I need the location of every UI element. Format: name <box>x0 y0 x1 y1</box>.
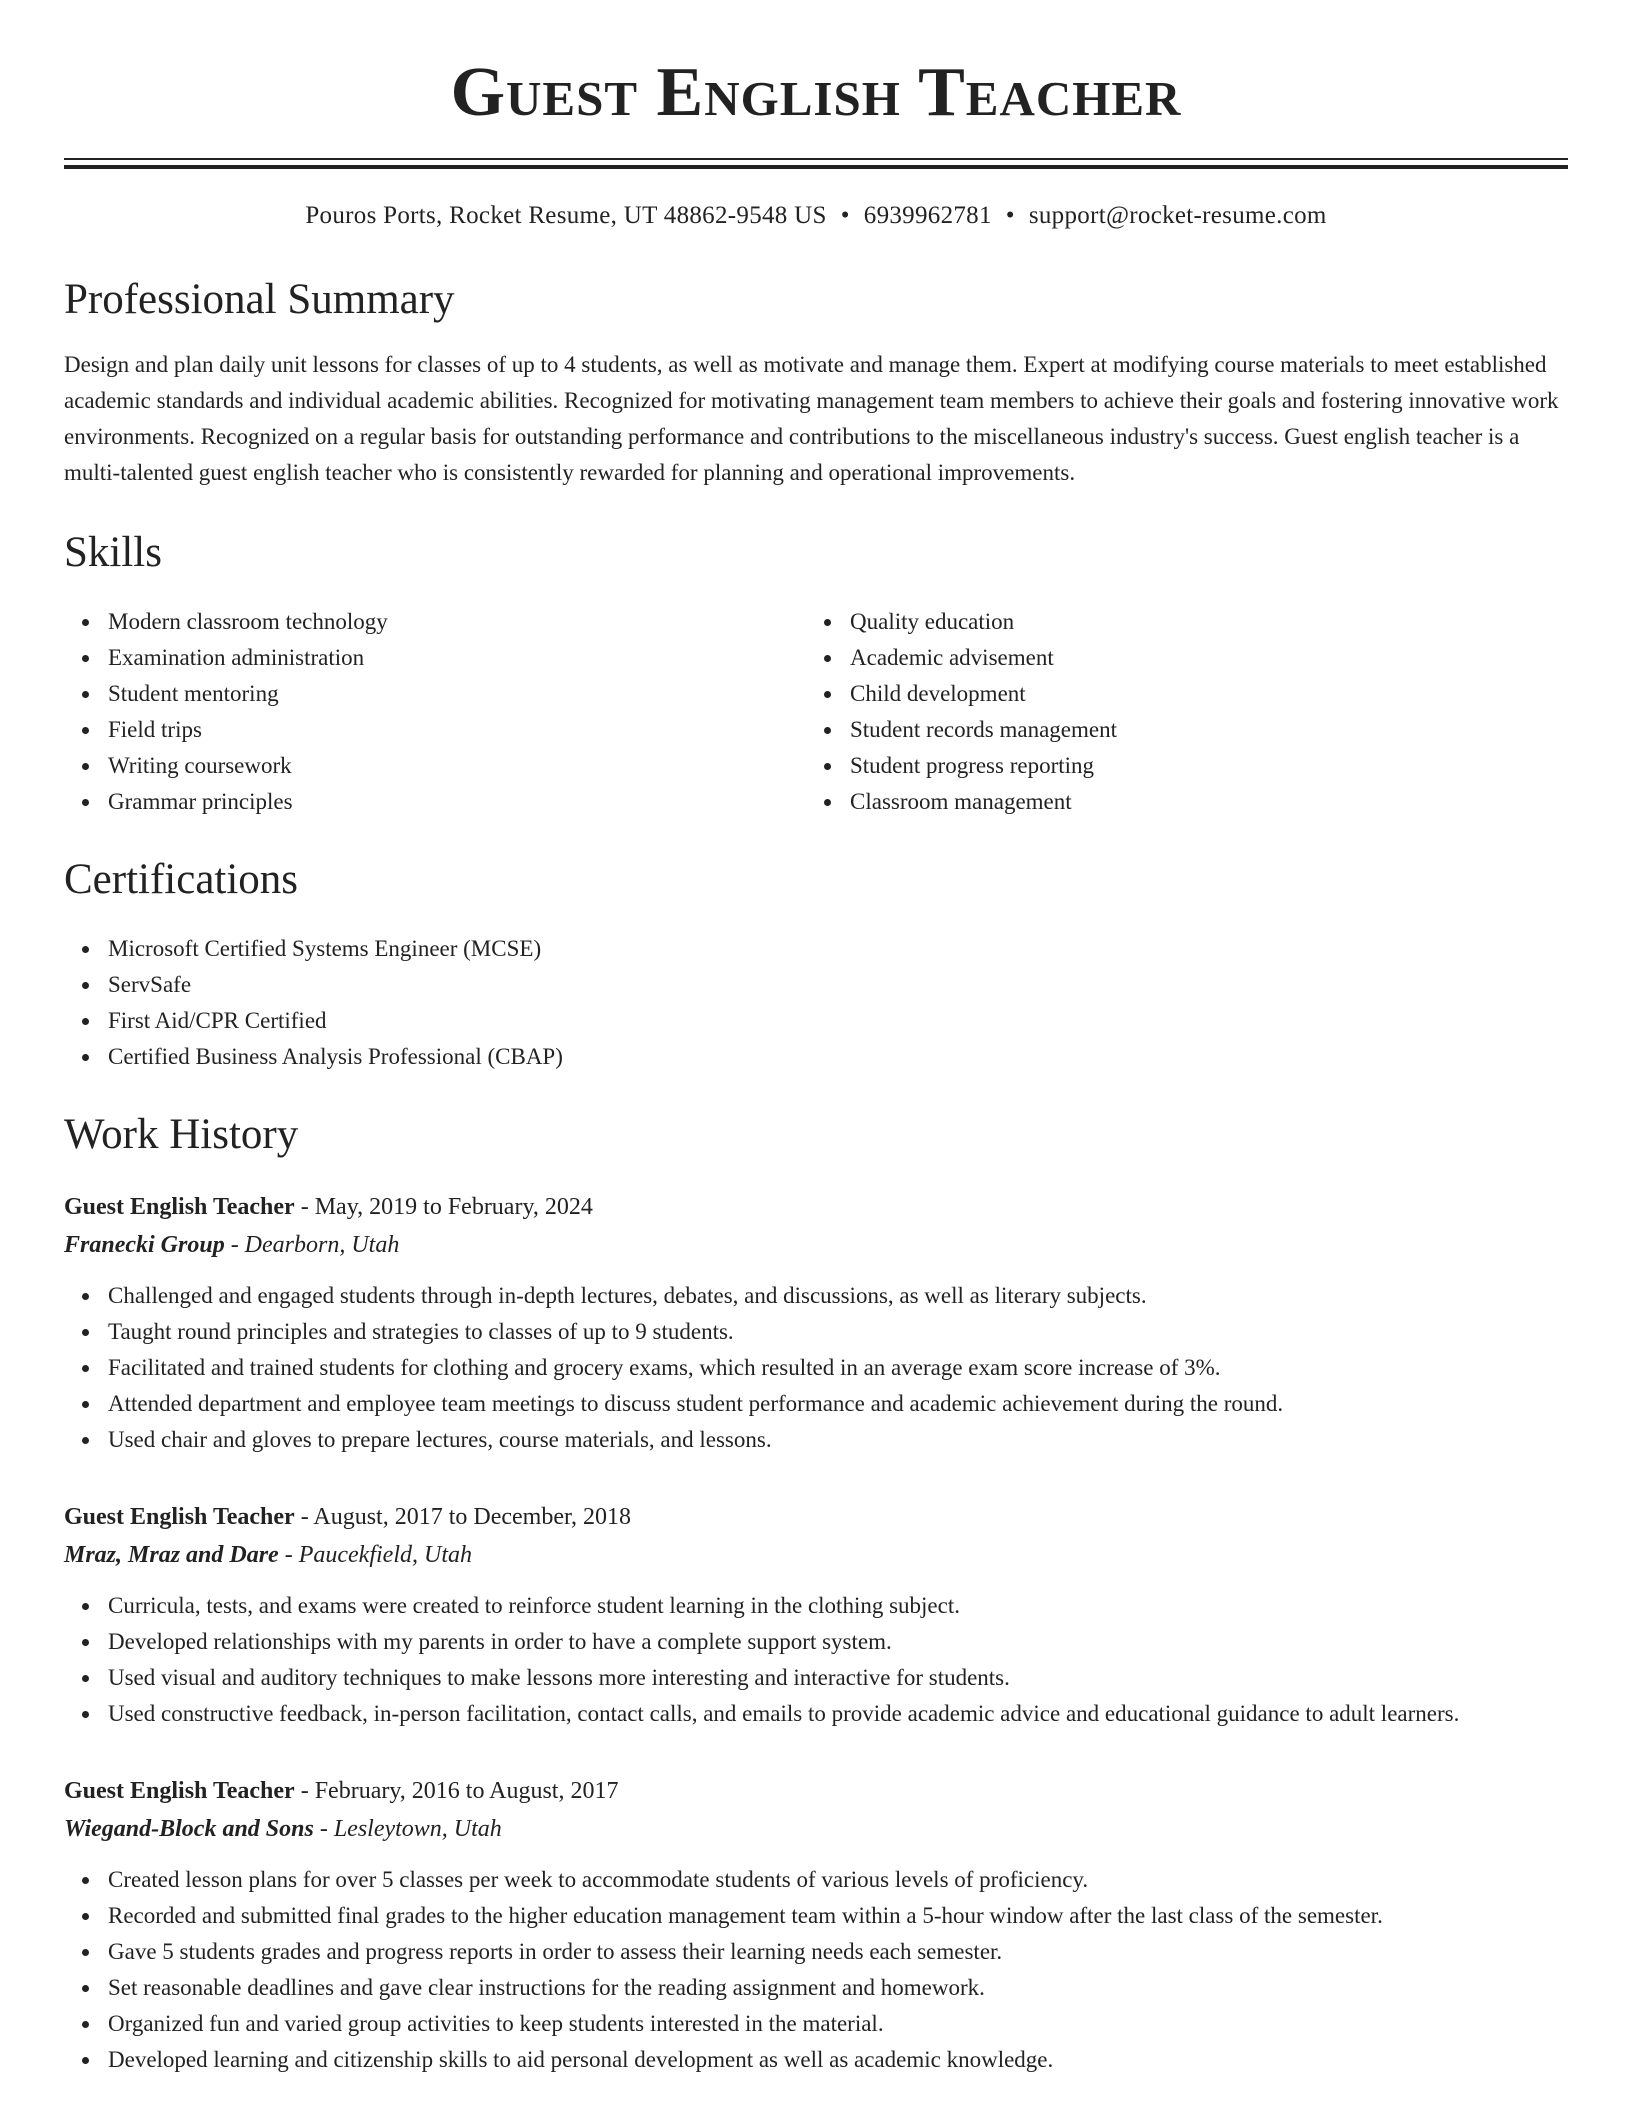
job-bullet: Used chair and gloves to prepare lectures, course materials, and lessons. <box>108 1422 1568 1458</box>
job-bullet: Used constructive feedback, in-person facilitation, contact calls, and emails to provide academic advice and educational guidance to adult learners. <box>108 1696 1568 1732</box>
job-bullet: Set reasonable deadlines and gave clear instructions for the reading assignment and homework. <box>108 1970 1568 2006</box>
skill-item: Student records management <box>850 712 1548 748</box>
skill-item: Examination administration <box>108 640 806 676</box>
job-entry <box>64 1188 1568 1458</box>
skills-grid <box>64 604 1568 820</box>
resume-title: Guest English Teacher <box>450 54 1182 131</box>
skill-item: Field trips <box>108 712 806 748</box>
skills-list-left <box>64 604 806 820</box>
job-title-line <box>64 1498 1568 1536</box>
certifications-list <box>64 931 1568 1075</box>
job-bullet: Recorded and submitted final grades to the higher education management team within a 5-hour window after the last class of the semester. <box>108 1898 1568 1934</box>
job-title: Guest English Teacher <box>64 1504 295 1530</box>
skill-item: Child development <box>850 676 1548 712</box>
contact-separator: • <box>840 202 850 229</box>
skill-item: Writing coursework <box>108 748 806 784</box>
skill-item: Student mentoring <box>108 676 806 712</box>
job-company-line <box>64 1810 1568 1848</box>
job-dates: - May, 2019 to February, 2024 <box>294 1194 593 1220</box>
contact-line <box>64 203 1568 228</box>
certification-item: Certified Business Analysis Professional (CBAP) <box>108 1039 1568 1075</box>
skills-column-right <box>806 604 1548 820</box>
skill-item: Quality education <box>850 604 1548 640</box>
work-history-heading: Work History <box>64 1111 299 1158</box>
job-title: Guest English Teacher <box>64 1194 295 1220</box>
job-dates: - February, 2016 to August, 2017 <box>294 1778 619 1804</box>
title-divider-thin <box>64 158 1568 160</box>
certifications-heading: Certifications <box>64 856 299 903</box>
skill-item: Student progress reporting <box>850 748 1548 784</box>
job-title-line <box>64 1772 1568 1810</box>
job-title: Guest English Teacher <box>64 1778 295 1804</box>
job-company: Wiegand-Block and Sons <box>64 1816 314 1842</box>
skills-list-right <box>806 604 1548 820</box>
job-bullet: Attended department and employee team meetings to discuss student performance and academic achievement during the round. <box>108 1386 1568 1422</box>
contact-separator: • <box>1005 202 1015 229</box>
title-divider-thick <box>64 165 1568 169</box>
certification-item: First Aid/CPR Certified <box>108 1003 1568 1039</box>
job-bullet: Gave 5 students grades and progress reports in order to assess their learning needs each semester. <box>108 1934 1568 1970</box>
summary-text: Design and plan daily unit lessons for classes of up to 4 students, as well as motivate and manage them. Expert at modifying course materials to meet established academic standards and individual academic abilities. Recognized for motivating management team members to achieve their goals and fostering innovative work environments. Recognized on a regular basis for outstanding performance and contributions to the miscellaneous industry's success. Guest english teacher is a multi-talented guest english teacher who is consistently rewarded for planning and operational improvements. <box>64 352 1559 485</box>
job-bullet: Created lesson plans for over 5 classes per week to accommodate students of various levels of proficiency. <box>108 1862 1568 1898</box>
job-bullet-list <box>64 1862 1568 2078</box>
job-bullet: Developed learning and citizenship skills to aid personal development as well as academic knowledge. <box>108 2042 1568 2078</box>
contact-address: Pouros Ports, Rocket Resume, UT 48862-9548 US <box>305 202 827 229</box>
skills-column-left <box>64 604 806 820</box>
job-location: - Dearborn, Utah <box>224 1232 400 1258</box>
skill-item: Academic advisement <box>850 640 1548 676</box>
skill-item: Grammar principles <box>108 784 806 820</box>
job-company-line <box>64 1536 1568 1574</box>
skill-item: Classroom management <box>850 784 1548 820</box>
job-bullet: Organized fun and varied group activities to keep students interested in the material. <box>108 2006 1568 2042</box>
job-bullet: Curricula, tests, and exams were created to reinforce student learning in the clothing subject. <box>108 1588 1568 1624</box>
skill-item: Modern classroom technology <box>108 604 806 640</box>
job-bullet: Facilitated and trained students for clothing and grocery exams, which resulted in an average exam score increase of 3%. <box>108 1350 1568 1386</box>
job-bullet: Challenged and engaged students through in-depth lectures, debates, and discussions, as well as literary subjects. <box>108 1278 1568 1314</box>
certification-item: Microsoft Certified Systems Engineer (MCSE) <box>108 931 1568 967</box>
job-bullet-list <box>64 1588 1568 1732</box>
contact-email: support@rocket-resume.com <box>1028 202 1327 229</box>
job-bullet: Taught round principles and strategies to classes of up to 9 students. <box>108 1314 1568 1350</box>
contact-phone: 6939962781 <box>863 202 992 229</box>
job-location: - Paucekfield, Utah <box>278 1542 472 1568</box>
job-location: - Lesleytown, Utah <box>313 1816 502 1842</box>
job-company-line <box>64 1226 1568 1264</box>
certification-item: ServSafe <box>108 967 1568 1003</box>
job-bullet: Used visual and auditory techniques to make lessons more interesting and interactive for students. <box>108 1660 1568 1696</box>
summary-heading: Professional Summary <box>64 276 455 323</box>
job-dates: - August, 2017 to December, 2018 <box>294 1504 632 1530</box>
job-entry <box>64 1498 1568 1732</box>
skills-heading: Skills <box>64 529 162 576</box>
job-title-line <box>64 1188 1568 1226</box>
job-company: Franecki Group <box>64 1232 225 1258</box>
job-bullet: Developed relationships with my parents in order to have a complete support system. <box>108 1624 1568 1660</box>
job-bullet-list <box>64 1278 1568 1458</box>
job-entry <box>64 1772 1568 2078</box>
job-company: Mraz, Mraz and Dare <box>64 1542 279 1568</box>
